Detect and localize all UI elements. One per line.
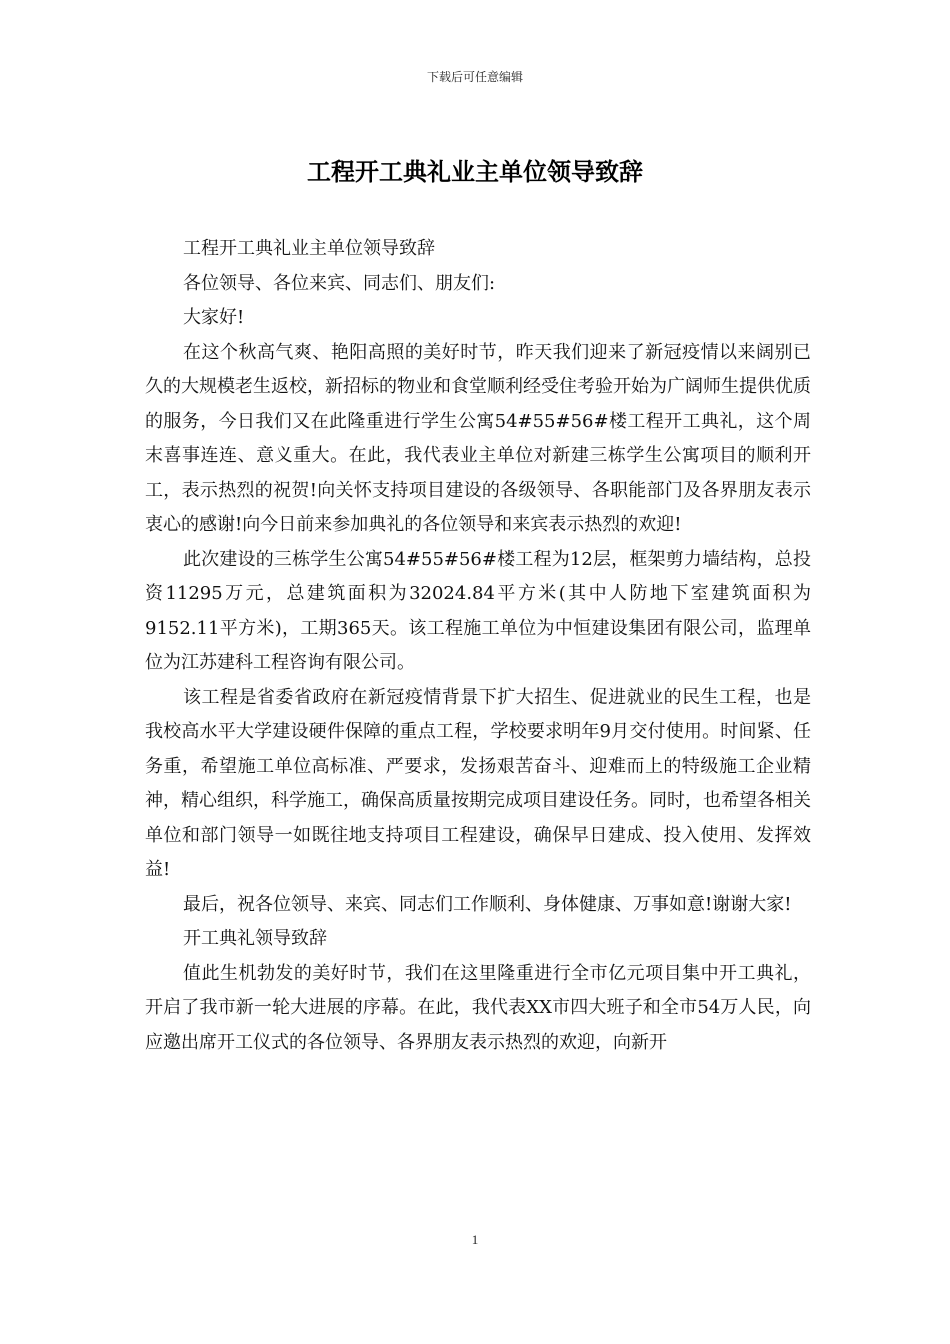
paragraph: 在这个秋高气爽、艳阳高照的美好时节，昨天我们迎来了新冠疫情以来阔别已久的大规模老生返校，新招标的物业和食堂顺利经受住考验开始为广阔师生提供优质的服务，今日我们又在此隆重进行学生公寓54#55#56#楼工程开工典礼，这个周末喜事连连、意义重大。在此，我代表业主单位对新建三栋学生公寓项目的顺利开工，表示热烈的祝贺!向关怀支持项目建设的各级领导、各职能部门及各界朋友表示衷心的感谢!向今日前来参加典礼的各位领导和来宾表示热烈的欢迎!: [145, 341, 811, 535]
paragraph: 此次建设的三栋学生公寓54#55#56#楼工程为12层，框架剪力墙结构，总投资11295万元，总建筑面积为32024.84平方米(其中人防地下室建筑面积为9152.11平方米)，工期365天。该工程施工单位为中恒建设集团有限公司，监理单位为江苏建科工程咨询有限公司。: [145, 548, 811, 673]
page-number: 1: [471, 1232, 479, 1247]
document-body: [145, 232, 811, 1060]
paragraph: 最后，祝各位领导、来宾、同志们工作顺利、身体健康、万事如意!谢谢大家!: [183, 893, 792, 915]
document-title: 工程开工典礼业主单位领导致辞: [307, 158, 643, 186]
paragraph: 大家好!: [183, 307, 245, 328]
paragraph: 工程开工典礼业主单位领导致辞: [183, 238, 435, 259]
paragraph: 该工程是省委省政府在新冠疫情背景下扩大招生、促进就业的民生工程，也是我校高水平大学建设硬件保障的重点工程，学校要求明年9月交付使用。时间紧、任务重，希望施工单位高标准、严要求，发扬艰苦奋斗、迎难而上的特级施工企业精神，精心组织，科学施工，确保高质量按期完成项目建设任务。同时，也希望各相关单位和部门领导一如既往地支持项目工程建设，确保早日建成、投入使用、发挥效益!: [145, 686, 811, 880]
paragraph: 开工典礼领导致辞: [183, 928, 327, 949]
paragraph: 各位领导、各位来宾、同志们、朋友们:: [183, 272, 496, 294]
paragraph: 值此生机勃发的美好时节，我们在这里隆重进行全市亿元项目集中开工典礼，开启了我市新一轮大进展的序幕。在此，我代表XX市四大班子和全市54万人民，向应邀出席开工仪式的各位领导、各界朋友表示热烈的欢迎，向新开: [145, 962, 811, 1053]
header-note: 下载后可任意编辑: [426, 70, 523, 84]
